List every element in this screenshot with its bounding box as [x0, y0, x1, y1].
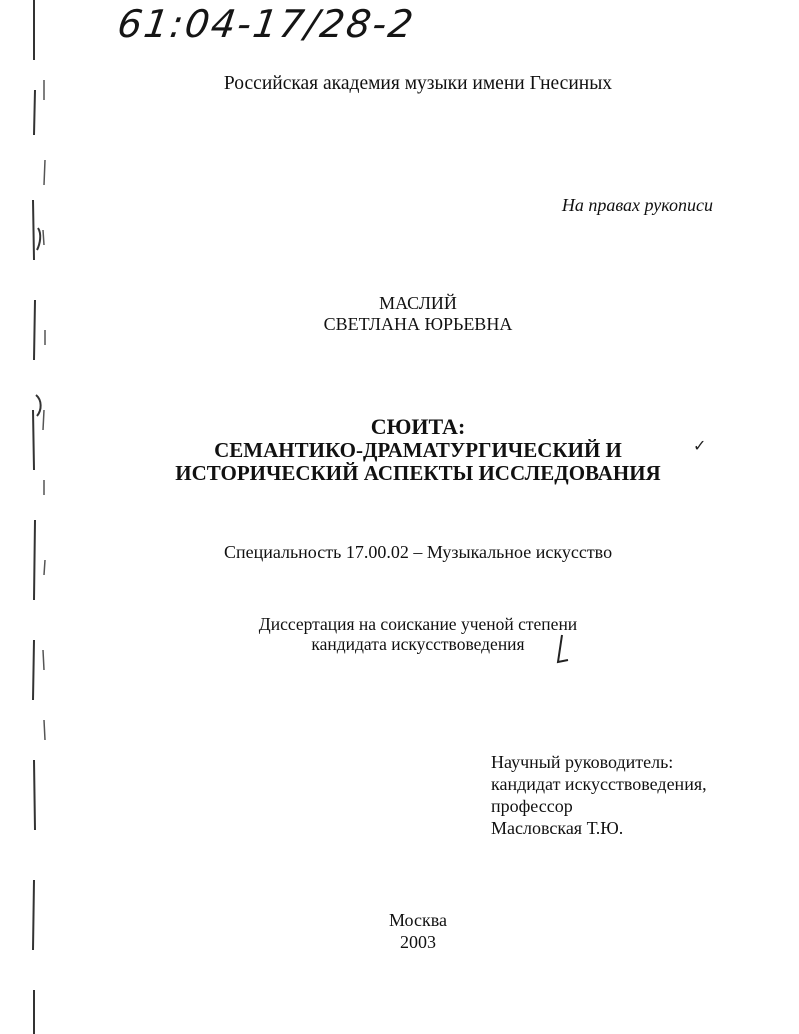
city: Москва	[389, 910, 447, 930]
degree-line-1: Диссертация на соискание ученой степени	[258, 614, 578, 634]
author-name: СВЕТЛАНА ЮРЬЕВНА	[323, 314, 513, 334]
supervisor-block	[491, 751, 707, 839]
title-line-3: ИСТОРИЧЕСКИЙ АСПЕКТЫ ИССЛЕДОВАНИЯ	[175, 461, 661, 485]
supervisor-title: профессор	[491, 796, 573, 816]
year: 2003	[400, 932, 436, 952]
supervisor-label: Научный руководитель:	[491, 752, 674, 772]
supervisor-name: Масловская Т.Ю.	[491, 818, 624, 838]
rights-note: На правах рукописи	[561, 195, 713, 215]
author-surname: МАСЛИЙ	[379, 293, 457, 313]
check-mark: ✓	[693, 436, 707, 455]
title-line-1: СЮИТА:	[370, 414, 466, 439]
supervisor-degree: кандидат искусствоведения,	[491, 774, 707, 794]
scan-margin-artifacts	[0, 0, 60, 1034]
degree-line-2: кандидата искусствоведения	[311, 634, 525, 654]
title-line-2: СЕМАНТИКО-ДРАМАТУРГИЧЕСКИЙ И	[214, 438, 622, 462]
handwritten-mark	[548, 632, 578, 666]
specialty: Специальность 17.00.02 – Музыкальное искусство	[223, 542, 613, 562]
institution-name: Российская академия музыки имени Гнесиных	[223, 73, 613, 94]
archive-code-handwritten: 61:04-17/28-2	[114, 2, 418, 46]
